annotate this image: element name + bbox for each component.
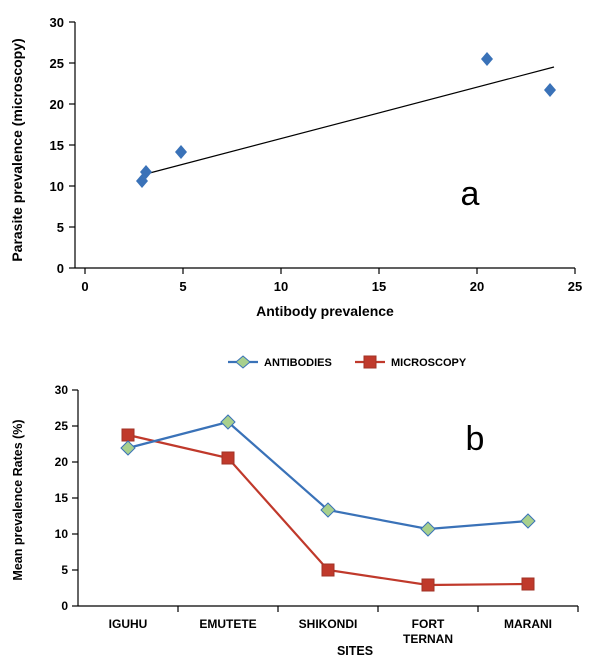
panel-b-point-microscopy-2 (222, 452, 234, 464)
panel-a-x-tick-15: 15 (371, 279, 387, 294)
panel-a-point-4 (481, 52, 493, 66)
panel-a-x-tick-5: 5 (179, 279, 187, 294)
panel-a-y-tick-10: 10 (49, 179, 64, 194)
panel-a-y-tick-20: 20 (49, 97, 64, 112)
panel-b-x-axis-title: SITES (336, 644, 374, 658)
panel-a-trendline (142, 67, 554, 175)
panel-b-y-axis-title: Mean prevalence Rates (%) (11, 419, 25, 581)
panel-a-y-tick-15: 15 (49, 138, 64, 153)
panel-b-y-tick-20: 20 (54, 455, 68, 469)
panel-a-letter: a (460, 175, 480, 213)
panel-a-y-tick-5: 5 (56, 220, 64, 235)
panel-a-y-tick-25: 25 (49, 56, 64, 71)
panel-b-point-antibodies-4 (421, 522, 435, 536)
panel-a-y-axis-title: Parasite prevalence (microscopy) (9, 38, 25, 262)
panel-a-x-tick-0: 0 (81, 279, 89, 294)
panel-a-data-points (136, 52, 556, 188)
panel-b-point-microscopy-3 (322, 564, 334, 576)
panel-a-x-tick-20: 20 (469, 279, 485, 294)
panel-a-y-tick-30: 30 (49, 15, 64, 30)
panel-a-x-tick-10: 10 (273, 279, 289, 294)
panel-b-x-label-shikondi: SHIKONDI (298, 617, 358, 631)
panel-b-y-tick-10: 10 (54, 527, 68, 541)
legend-marker-microscopy (364, 356, 376, 368)
legend-label-antibodies: ANTIBODIES (264, 357, 332, 369)
panel-b-letter: b (465, 420, 485, 458)
panel-a-y-tick-0: 0 (56, 261, 64, 276)
panel-b-svg (0, 340, 600, 667)
panel-b-y-tick-0: 0 (61, 599, 68, 613)
panel-b-x-label-marani: MARANI (504, 617, 552, 631)
panel-b-y-tick-30: 30 (54, 383, 68, 397)
panel-b-x-label-iguhu: IGUHU (108, 617, 148, 631)
panel-b-point-microscopy-1 (122, 429, 134, 441)
panel-b-point-antibodies-5 (521, 514, 535, 528)
panel-b-y-tick-25: 25 (54, 419, 68, 433)
legend-label-microscopy: MICROSCOPY (391, 357, 467, 369)
panel-a-x-tick-25: 25 (567, 279, 583, 294)
panel-a-point-5 (544, 83, 556, 97)
panel-a-x-axis-title: Antibody prevalence (256, 303, 394, 319)
panel-b-y-tick-5: 5 (61, 563, 68, 577)
panel-b-legend (228, 356, 467, 369)
panel-b-point-microscopy-5 (522, 578, 534, 590)
panel-b-x-label-emutete: EMUTETE (199, 617, 257, 631)
panel-b-line-chart (0, 340, 600, 667)
legend-marker-antibodies (236, 356, 250, 368)
panel-b-point-microscopy-4 (422, 579, 434, 591)
panel-b-point-antibodies-1 (121, 441, 135, 455)
panel-b-y-tick-15: 15 (54, 491, 68, 505)
panel-a-point-3 (175, 145, 187, 159)
panel-b-x-label-fort-ternan: FORT TERNAN (403, 617, 453, 646)
